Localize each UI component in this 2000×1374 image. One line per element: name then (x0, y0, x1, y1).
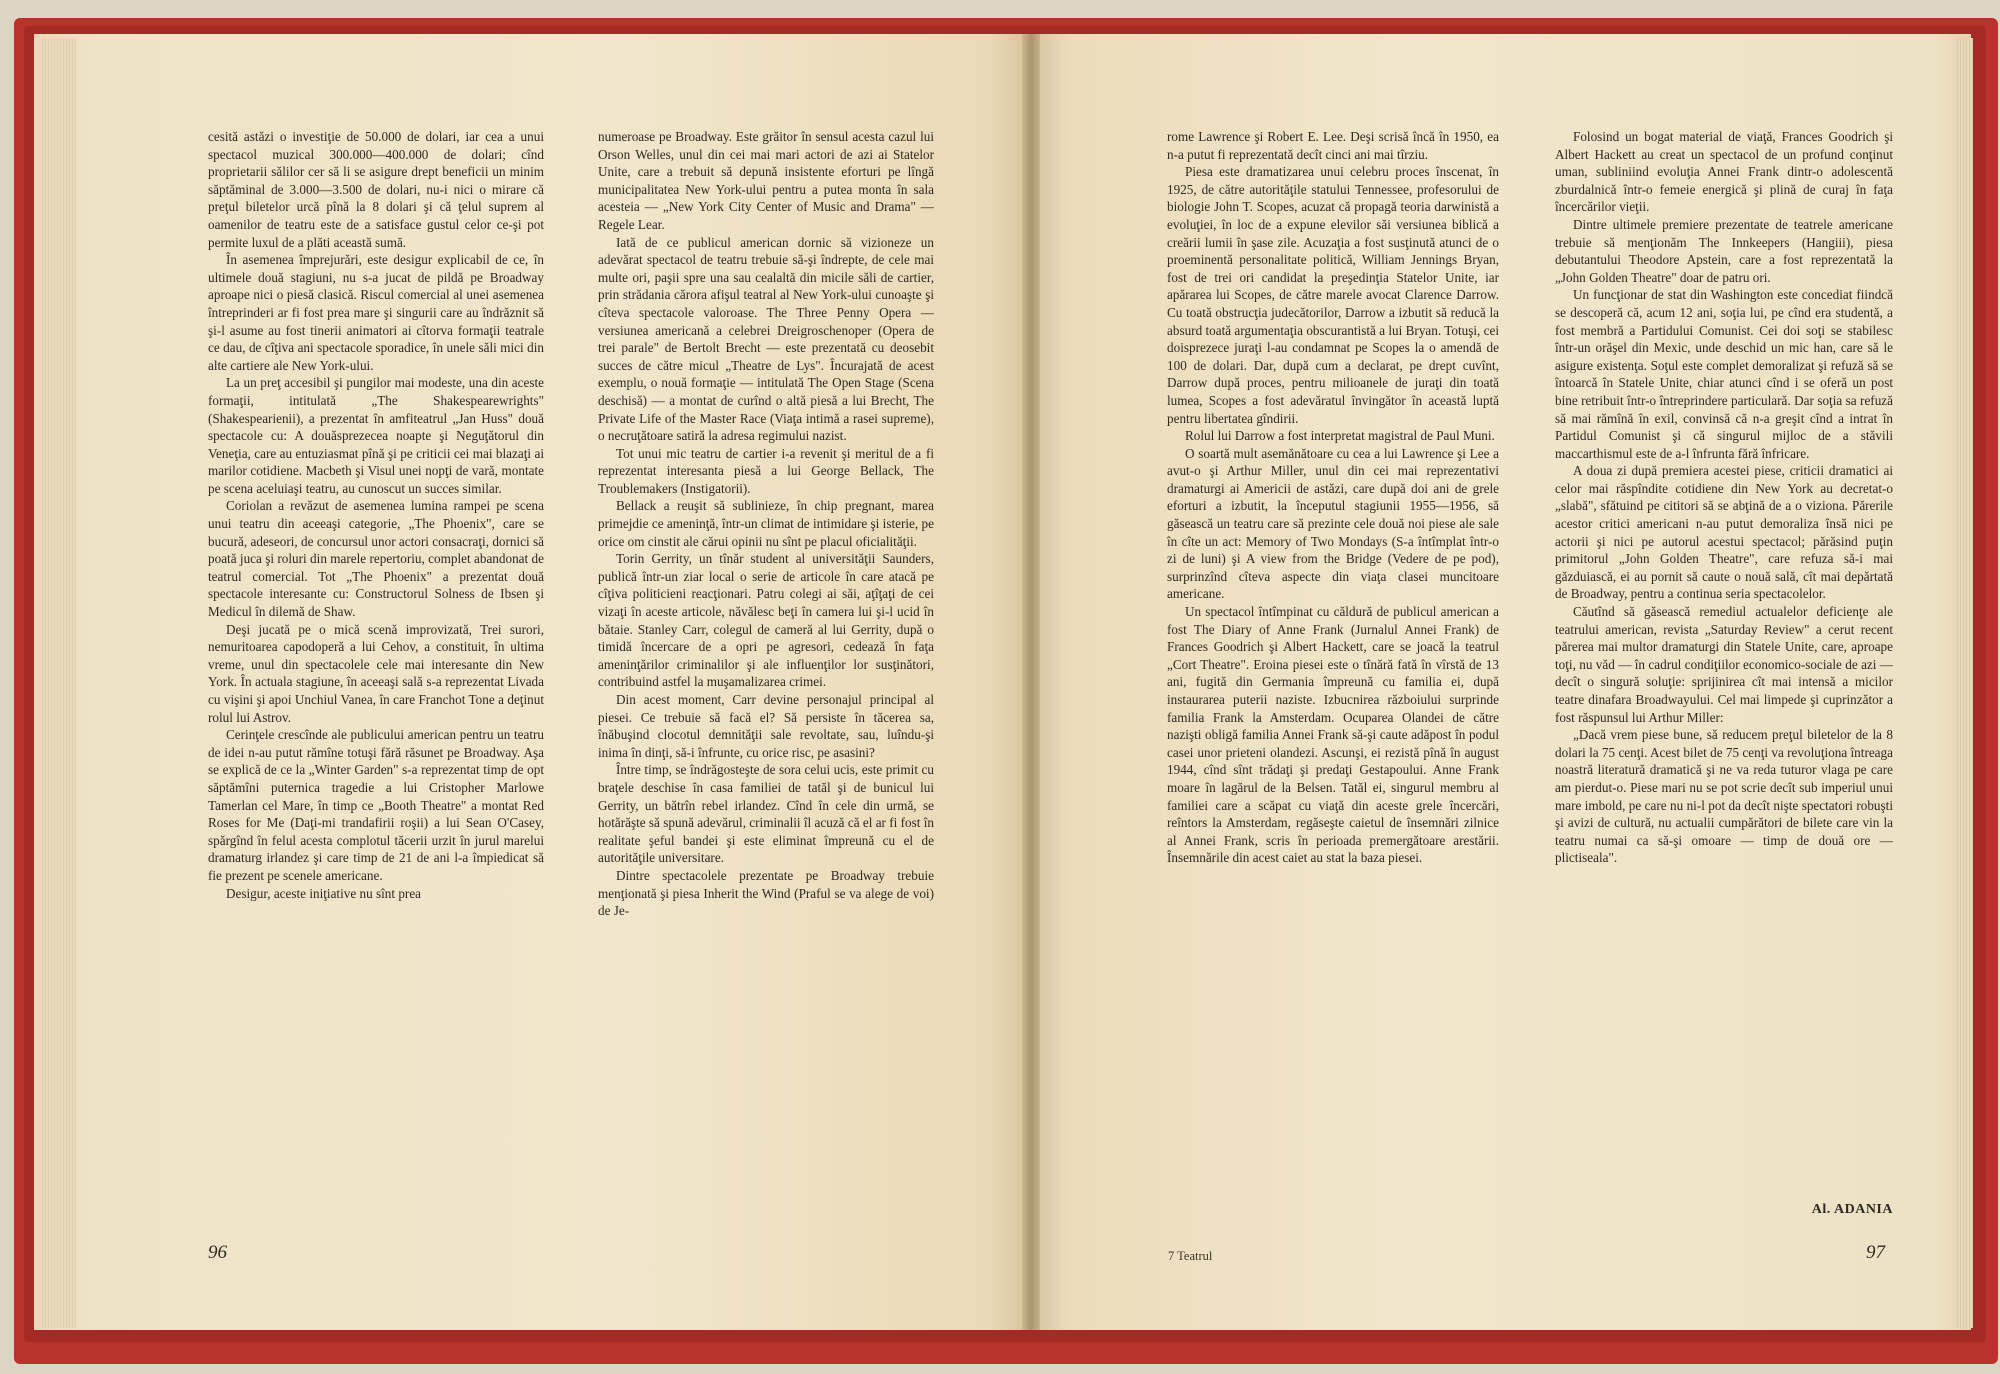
paragraph: „Dacă vrem piese bune, să reducem preţul biletelor de la 8 dolari la 75 cenţi. Acest bilet de 75 cenţi va revoluţiona întreaga noastră literatură dramatică şi ne va reda tuturor vlaga pe care am pierdut-o. Piese mari nu se pot scrie decît sub imperiul unui mare imbold, pe care nu ni-l pot da decît nişte spectatori robuşti şi avizi de cultură, nu actualii cumpărători de bilete care vin la teatru numai ca să-şi omoare — timp de două ore — plictiseala". (1555, 727, 1893, 866)
paragraph: A doua zi după premiera acestei piese, criticii dramatici ai celor mai răspîndite cotidiene din New York au decretat-o „slabă", sfătuind pe cititori să se abţină de a o viziona. Părerile acestor critici americani n-au putut demoraliza însă nici pe actorii şi nici pe autorul acestui spectacol; părăsind puţin primitorul „John Golden Theatre", care refuza să-i mai găzduiască, ei au pornit să caute o nouă sală, cît mai depărtată de Broadway, pentru a continua seria spectacolelor. (1555, 463, 1893, 602)
paragraph: Folosind un bogat material de viaţă, Frances Goodrich şi Albert Hackett au creat un spectacol de un profund conţinut uman, subliniind evoluţia Annei Frank dintr-o adolescentă zburdalnică într-o femeie energică şi plină de curaj în faţa încercărilor vieţii. (1555, 129, 1893, 215)
paragraph: Dintre ultimele premiere prezentate de teatrele americane trebuie să menţionăm The Innkeepers (Hangiii), piesa debutantului Theodore Apstein, care a fost reprezentată la „John Golden Theatre" doar de patru ori. (1555, 216, 1893, 285)
paragraph: Cerinţele crescînde ale publicului american pentru un teatru de idei n-au putut rămîne totuşi fără răsunet pe Broadway. Aşa se explică de ce la „Winter Garden" s-a reprezentat timp de opt săptămîni puternica tragedie a lui Cristopher Marlowe Tamerlan cel Mare, în timp ce „Booth Theatre" a montat Red Roses for Me (Daţi-mi trandafirii roşii) a lui Sean O'Casey, spărgînd în felul acesta complotul tăcerii urzit în jurul marelui dramaturg irlandez şi care timp de 21 de ani l-a împiedicat să fie prezent pe scenele americane. (208, 727, 544, 883)
paragraph: Bellack a reuşit să sublinieze, în chip pregnant, marea primejdie ce ameninţă, într-un climat de intimidare şi isterie, pe orice om cinstit ale cărui opinii nu sînt pe placul oficialităţii. (598, 498, 934, 549)
right-page-column-2 (1555, 128, 1893, 1228)
paragraph: rome Lawrence şi Robert E. Lee. Deşi scrisă încă în 1950, ea n-a putut fi reprezentată decît cinci ani mai tîrziu. (1167, 129, 1499, 162)
paragraph: Tot unui mic teatru de cartier i-a revenit şi meritul de a fi reprezentat interesanta piesă a lui George Bellack, The Troublemakers (Instigatorii). (598, 445, 934, 496)
paragraph: Din acest moment, Carr devine personajul principal al piesei. Ce trebuie să facă el? Să persiste în tăcerea sa, înăbuşind clocotul demnităţii sale revoltate, sau, luîndu-şi inima în dinţi, să-i înfrunte, cu orice risc, pe asasini? (598, 692, 934, 760)
page-number-right: 97 (1866, 1242, 1885, 1263)
paragraph: Desigur, aceste iniţiative nu sînt prea (226, 885, 422, 901)
paragraph: Dintre spectacolele prezentate pe Broadway trebuie menţionată şi piesa Inherit the Wind (Praful se va alege de voi) de Je- (598, 867, 934, 919)
paragraph: O soartă mult asemănătoare cu cea a lui Lawrence şi Lee a avut-o şi Arthur Miller, unul din cei mai reprezentativi dramaturgi ai Americii de astăzi, care după doi ani de grele eforturi a izbutit, la începutul stagiunii 1955—1956, să găsească un teatru care să prezinte cele două noi piese ale sale în cîte un act: Memory of Two Mondays (S-a întîmplat într-o zi de luni) şi A view from the Bridge (Vedere de pe pod), surprinzînd cîteva aspecte din viaţa clasei muncitoare americane. (1167, 445, 1499, 602)
paragraph: Între timp, se îndrăgosteşte de sora celui ucis, este primit cu braţele deschise în casa familiei de tatăl şi de bunicul lui Gerrity, un bătrîn rebel irlandez. Cînd în cele din urmă, se hotărăşte să spună adevărul, criminalii îl acuză că el ar fi fost în realitate şeful bandei şi este eliminat împreună cu el de autorităţile universitare. (598, 762, 934, 866)
page-number-left: 96 (208, 1242, 227, 1263)
right-page-column-1 (1167, 128, 1499, 1228)
left-page-column-2 (598, 128, 934, 1228)
paragraph: cesită astăzi o investiţie de 50.000 de dolari, iar cea a unui spectacol muzical 300.000—400.000 de dolari; cînd proprietarii sălilor cer să li se asigure drept beneficii un minim săptăminal de 3.000—3.500 de dolari, nu-i nici o mirare că preţul biletelor urcă pînă la 8 dolari şi că ţelul suprem al oamenilor de teatru este de a satisface gustul celor ce-şi pot permite luxul de a plăti această sumă. (208, 129, 544, 250)
book-gutter (1022, 34, 1040, 1330)
paragraph: Rolul lui Darrow a fost interpretat magistral de Paul Muni. (1185, 428, 1495, 444)
paragraph: Un funcţionar de stat din Washington este concediat fiindcă se descoperă că, acum 12 ani, soţia lui, pe cînd era studentă, a fost membră a Partidului Comunist. Cei doi soţi se stabilesc într-un orăşel din Mexic, unde deschid un mic han, care să le asigure existenţa. Soţul este complet demoralizat şi refuză să se întoarcă în Statele Unite, chiar atunci cînd i se oferă un post bine retribuit într-o întreprindere particulară. Dar soţia sa refuză să mai rămînă în exil, convinsă că n-a greşit cînd a intrat în Partidul Comunist şi că singurul mijloc de a stăvili maccarthismul este de a-l înfrunta fără înfricare. (1555, 287, 1893, 461)
paragraph: Deşi jucată pe o mică scenă improvizată, Trei surori, nemuritoarea capodoperă a lui Cehov, a constituit, în ultima vreme, unul din spectacolele cele mai interesante din New York. În actuala stagiune, în aceeaşi sală s-a reprezentat Livada cu vişini şi apoi Unchiul Vanea, în care Franchot Tone a deţinut rolul lui Astrov. (208, 621, 544, 725)
paragraph: În asemenea împrejurări, este desigur explicabil de ce, în ultimele două stagiuni, nu s-a jucat de pildă pe Broadway aproape nici o piesă clasică. Riscul comercial al unei asemenea întreprinderi ar fi fost prea mare şi singurii care au îndrăznit să şi-l asume au fost tinerii animatori ai cîtorva formaţii teatrale ce dau, de cîţiva ani spectacole sporadice, în unele săli mici din alte cartiere ale New York-ului. (208, 252, 544, 373)
left-page-column-1 (208, 128, 544, 1228)
paragraph: Piesa este dramatizarea unui celebru proces înscenat, în 1925, de către autorităţile statului Tennessee, profesorului de biologie John T. Scopes, acuzat că propagă teoria darwinistă a evoluţiei, în loc de a expune elevilor săi versiunea biblică a creării lumii în şase zile. Acuzaţia a fost susţinută atunci de o proeminentă personalitate politică, William Jennings Bryan, fost de trei ori candidat la preşedinţia Statelor Unite, iar apărarea lui Scopes, de către marele avocat Clarence Darrow. Cu toată obstrucţia judecătorilor, Darrow a izbutit să reducă la absurd toată argumentaţia obscurantistă a lui Bryan. Totuşi, cei doisprezece juraţi l-au condamnat pe Scopes la o amendă de 100 de dolari. Dar, după cum a declarat, pe drept cuvînt, Darrow după proces, pentru milioanele de juraţi din toată lumea, Scopes a fost adevăratul învingător în această luptă pentru libertatea gîndirii. (1167, 164, 1499, 426)
paragraph: Căutînd să găsească remediul actualelor deficienţe ale teatrului american, revista „Saturday Review" a cerut recent părerea mai multor dramaturgi din Statele Unite, care, aproape toţi, nu văd — în cadrul condiţiilor economico-sociale de azi — decît o singură soluţie: sprijinirea cît mai intensă a micilor teatre dinafara Broadwayului. Cel mai limpede şi cuprinzător a fost răspunsul lui Arthur Miller: (1555, 604, 1893, 725)
paragraph: Un spectacol întîmpinat cu căldură de publicul american a fost The Diary of Anne Frank (Jurnalul Annei Frank) de Frances Goodrich şi Albert Hackett, care se joacă la teatrul „Cort Theatre". Eroina piesei este o tînără fată în vîrstă de 13 ani, fugită din Germania împreună cu familia ei, după instaurarea puterii naziste. Izbucnirea războiului surprinde familia Frank la Amsterdam. Ocuparea Olandei de către nazişti obligă familia Annei Frank să-şi caute adăpost în podul casei unor prieteni olandezi. Ascunşi, ei rezistă pînă în august 1944, cînd sînt trădaţi şi predaţi Gestapoului. Anne Frank moare în lagărul de la Belsen. Tatăl ei, singurul membru al familiei care a scăpat cu viaţă din aceste grele încercări, reîntors la Amsterdam, regăseşte caietul de însemnări zilnice al Annei Frank, scris în perioada premergătoare arestării. Însemnările din acest caiet au stat la baza piesei. (1167, 604, 1499, 866)
author-signature: Al. ADANIA (1811, 1202, 1893, 1217)
page-edges-right (1955, 38, 1973, 1328)
sheet-signature-mark: 7 Teatrul (1168, 1249, 1213, 1263)
paragraph: Iată de ce publicul american dornic să vizioneze un adevărat spectacol de teatru trebuie să-şi îndrepte, de cele mai multe ori, paşii spre una sau cealaltă din micile săli de cartier, prin strădania cărora afişul teatral al New York-ului cunoaşte şi cîteva spectacole valoroase. The Three Penny Opera — versiunea americană a celebrei Dreigroschenoper (Opera de trei parale" de Bertolt Brecht — este prezentată cu deosebit succes de către micul „Theatre de Lys". Încurajată de acest exemplu, o nouă formaţie — intitulată The Open Stage (Scena deschisă) — a montat de curînd o altă piesă a lui Brecht, The Private Life of the Master Race (Viaţa intimă a rasei supreme), o necruţătoare satiră la adresa regimului nazist. (598, 234, 934, 444)
paragraph: Coriolan a revăzut de asemenea lumina rampei pe scena unui teatru din aceeaşi categorie, „The Phoenix", care se bucură, adeseori, de concursul unor actori consacraţi, dornici să poată juca şi roluri din marele repertoriu, complet abandonat de teatrul comercial. Tot „The Phoenix" a prezentat două spectacole interesante cu: Constructorul Solness de Ibsen şi Medicul în dilemă de Shaw. (208, 498, 544, 620)
paragraph: numeroase pe Broadway. Este grăitor în sensul acesta cazul lui Orson Welles, unul din cei mai mari actori de azi ai Statelor Unite, care a trebuit să depună insistente eforturi pe lîngă municipalitatea New York-ului pentru a putea monta în sala acesteia — „New York City Center of Music and Drama" — Regele Lear. (598, 129, 934, 232)
paragraph: La un preţ accesibil şi pungilor mai modeste, una din aceste formaţii, intitulată „The Shakespearewrights" (Shakespearienii), a prezentat în amfiteatrul „Jan Huss" două spectacole cu: A douăsprezecea noapte şi Neguţătorul din Veneţia, care au entuziasmat pînă şi pe criticii cei mai blazaţi ai marilor cotidiene. Macbeth şi Visul unei nopţi de vară, montate pe scena aceluiaşi teatru, au cunoscut un succes similar. (208, 375, 544, 496)
page-edges-left (40, 38, 76, 1328)
paragraph: Torin Gerrity, un tînăr student al universităţii Saunders, publică într-un ziar local o serie de articole în care atacă pe cîţiva politicieni reacţionari. Patru colegi ai săi, aţîţaţi de cei vizaţi în aceste articole, năvălesc beţi în camera lui şi-l ucid în bătaie. Stanley Carr, colegul de cameră al lui Gerrity, după o timidă încercare de a opri pe agresori, cedează în faţa ameninţărilor criminalilor şi ale influenţilor lor susţinători, contribuind astfel la muşamalizarea crimei. (598, 551, 934, 690)
